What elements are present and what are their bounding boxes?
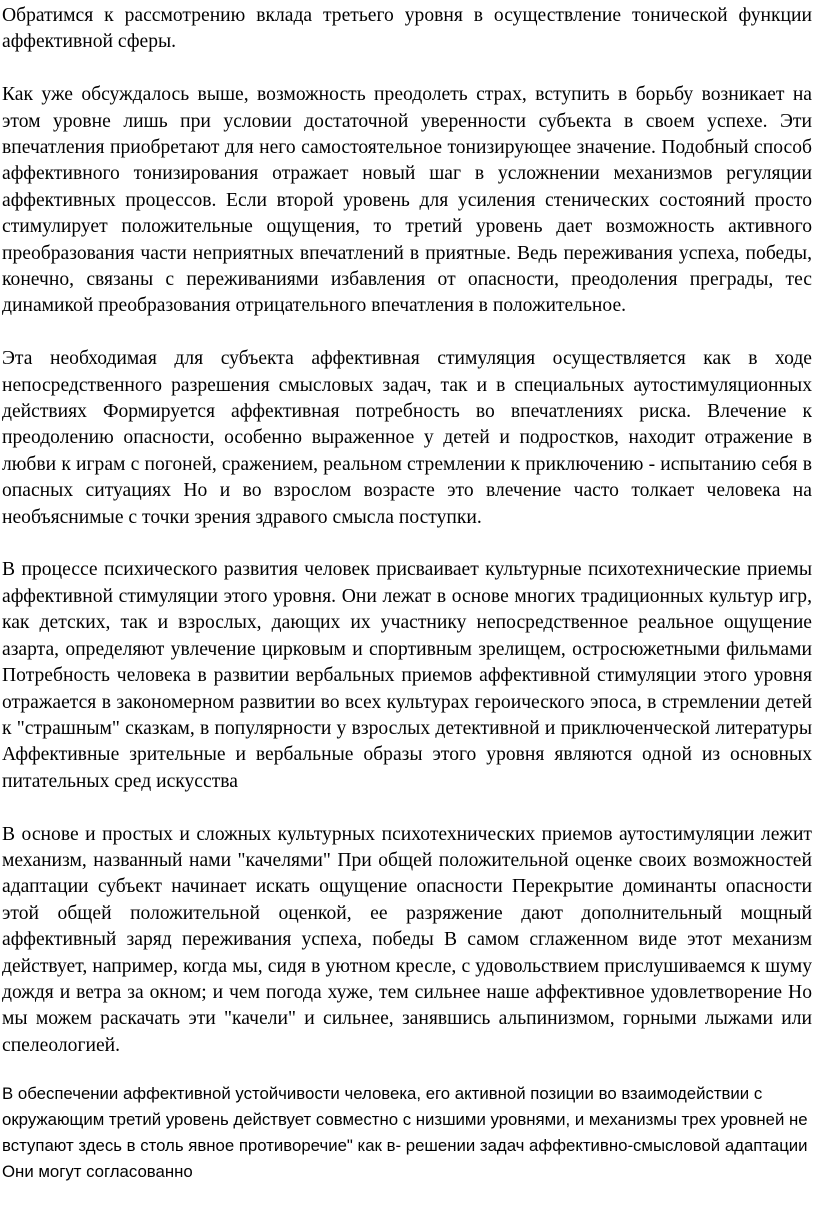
paragraph-1: Обратимся к рассмотрению вклада третьего уровня в осуществление тонической функции аффективной сферы. (2, 5, 812, 53)
paragraph-5: В основе и простых и сложных культурных психотехнических приемов аутостимуляции лежит механизм, названный нами "качелями" При общей положительной оценке своих возможностей адаптации субъект начинает искать ощущение опасности Перекрытие доминанты опасности этой общей положительной оценкой, ее разряжение дают дополнительный мощный аффективный заряд переживания успеха, победы В самом сглаженном виде этот механизм действует, например, когда мы, сидя в уютном кресле, с удовольствием прислушиваемся к шуму дождя и ветра за окном; и чем погода хуже, тем сильнее наше аффективное удовлетворение Но мы можем раскачать эти "качели" и сильнее, занявшись альпинизмом, горными лыжами или спелеологией. (2, 823, 812, 1056)
paragraph-2: Как уже обсуждалось выше, возможность преодолеть страх, вступить в борьбу возникает на этом уровне лишь при условии достаточной уверенности субъекта в своем успехе. Эти впечатления приобретают для него самостоятельное тонизирующее значение. Подобный способ аффективного тонизирования отражает новый шаг в усложнении механизмов регуляции аффективных процессов. Если второй уровень для усиления стенических состояний просто стимулирует положительные ощущения, то третий уровень дает возможность активного преобразования части неприятных впечатлений в приятные. Ведь переживания успеха, победы, конечно, связаны с переживаниями избавления от опасности, преодоления преграды, тес динамикой преобразования отрицательного впечатления в положительное. (2, 84, 812, 317)
document-page (2, 3, 812, 1185)
paragraph-6: В обеспечении аффективной устойчивости человека, его активной позиции во взаимодействии с окружающим третий уровень действует совместно с низшими уровнями, и механизмы трех уровней не вступают здесь в столь явное противоречие" как в- решении задач аффективно-смысловой адаптации Они могут согласованно (2, 1084, 808, 1182)
paragraph-3: Эта необходимая для субъекта аффективная стимуляция осуществляется как в ходе непосредственного разрешения смысловых задач, так и в специальных аутостимуляционных действиях Формируется аффективная потребность во впечатлениях риска. Влечение к преодолению опасности, особенно выраженное у детей и подростков, находит отражение в любви к играм с погоней, сражением, реальном стремлении к приключению - испытанию себя в опасных ситуациях Но и во взрослом возрасте это влечение часто толкает человека на необъяснимые с точки зрения здравого смысла поступки. (2, 348, 812, 528)
paragraph-4: В процессе психического развития человек присваивает культурные психотехнические приемы аффективной стимуляции этого уровня. Они лежат в основе многих традиционных культур игр, как детских, так и взрослых, дающих их участнику непосредственное реальное ощущение азарта, определяют увлечение цирковым и спортивным зрелищем, остросюжетными фильмами Потребность человека в развитии вербальных приемов аффективной стимуляции этого уровня отражается в закономерном развитии во всех культурах героического эпоса, в стремлении детей к "страшным" сказкам, в популярности у взрослых детективной и приключенческой литературы Аффективные зрительные и вербальные образы этого уровня являются одной из основных питательных сред искусства (2, 559, 812, 792)
